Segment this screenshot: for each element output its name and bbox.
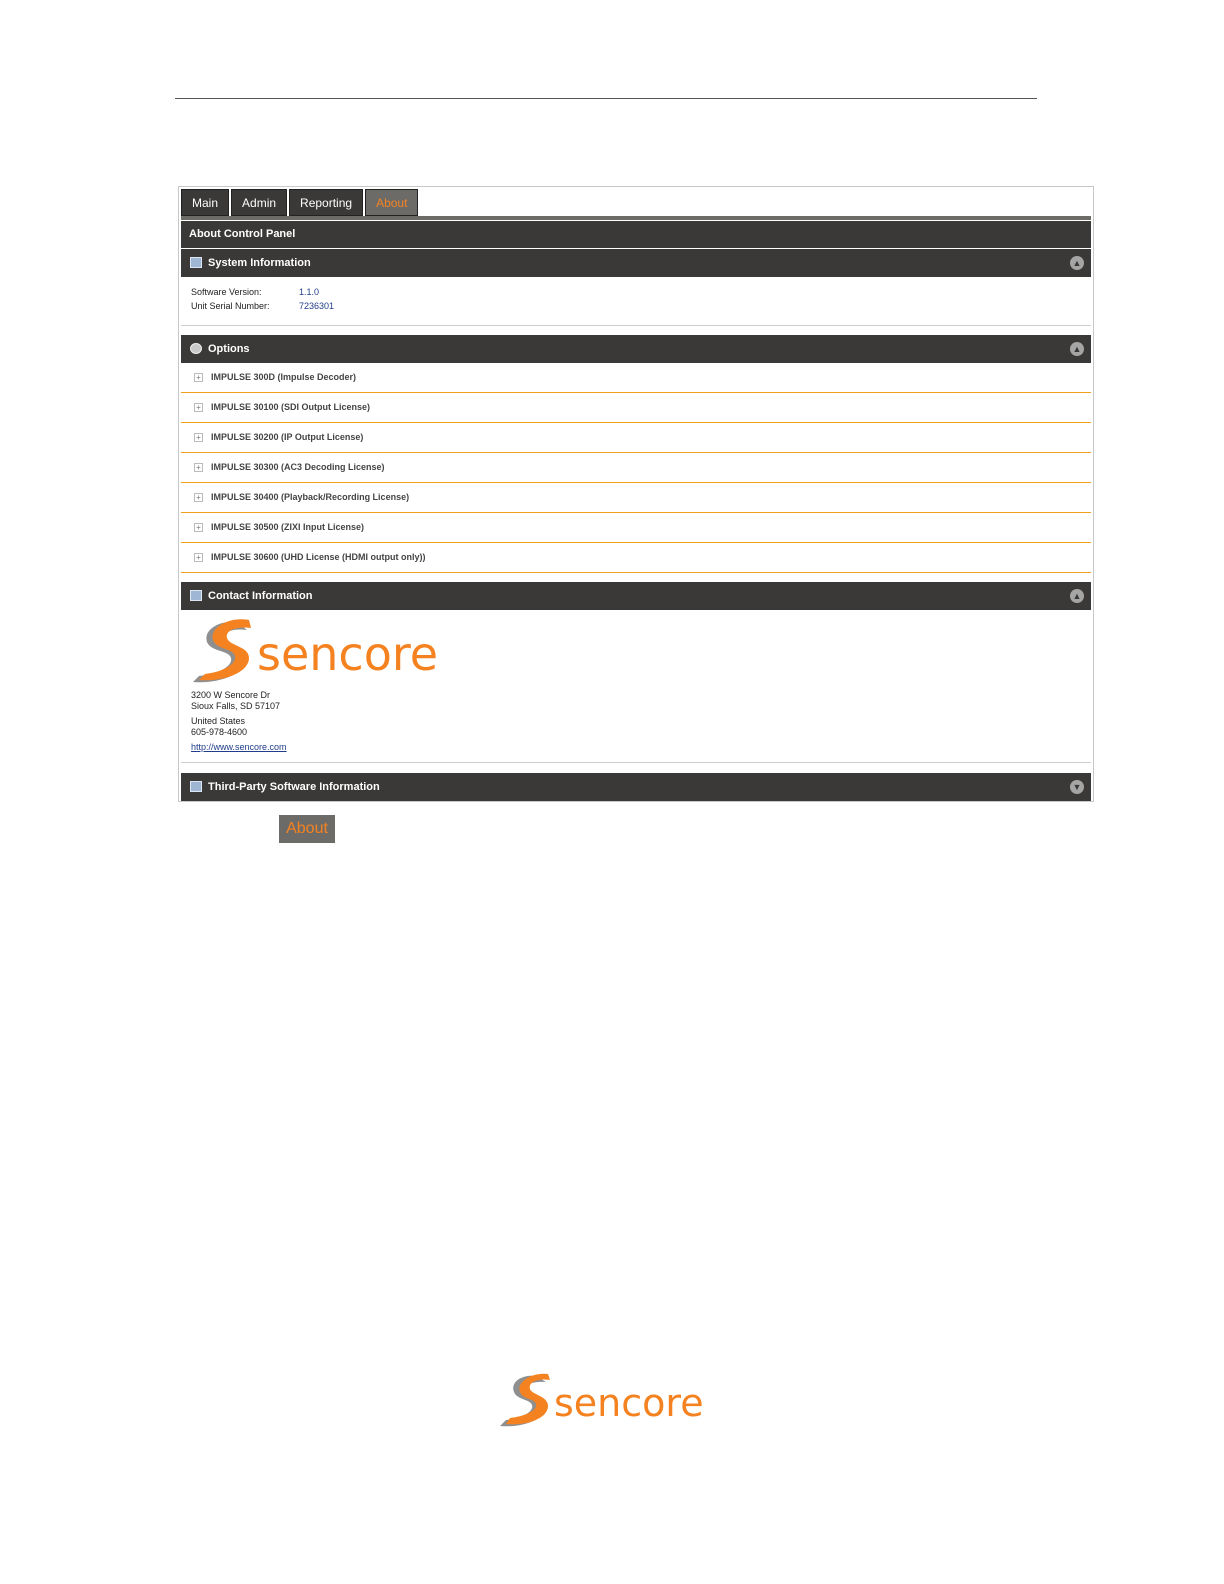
option-label: IMPULSE 30100 (SDI Output License) bbox=[211, 402, 371, 412]
tab-admin[interactable]: Admin bbox=[231, 189, 287, 216]
option-item[interactable] bbox=[181, 423, 1091, 453]
website-link[interactable]: http://www.sencore.com bbox=[191, 742, 287, 752]
expand-icon[interactable]: + bbox=[194, 553, 203, 562]
option-item[interactable] bbox=[181, 513, 1091, 543]
about-tab-button-image: About bbox=[279, 815, 335, 843]
address-country: United States bbox=[191, 716, 246, 726]
option-label: IMPULSE 30300 (AC3 Decoding License) bbox=[211, 462, 385, 472]
option-label: IMPULSE 30200 (IP Output License) bbox=[211, 432, 364, 442]
contact-address bbox=[191, 690, 287, 753]
tab-reporting[interactable]: Reporting bbox=[289, 189, 363, 216]
chevron-up-icon[interactable]: ▲ bbox=[1070, 256, 1084, 270]
option-label: IMPULSE 300D (Impulse Decoder) bbox=[211, 372, 357, 382]
system-information-header[interactable] bbox=[181, 249, 1091, 277]
contact-information-header[interactable] bbox=[181, 582, 1091, 610]
logo-wordmark: sencore bbox=[257, 627, 439, 681]
option-label: IMPULSE 30500 (ZIXI Input License) bbox=[211, 522, 365, 532]
footer-sencore-logo bbox=[498, 1372, 714, 1430]
package-icon bbox=[190, 343, 202, 354]
address-line-1: 3200 W Sencore Dr bbox=[191, 690, 271, 700]
option-item[interactable] bbox=[181, 363, 1091, 393]
expand-icon[interactable]: + bbox=[194, 493, 203, 502]
tab-underline bbox=[181, 216, 1091, 220]
contact-phone: 605-978-4600 bbox=[191, 727, 248, 737]
section-title: System Information bbox=[208, 257, 311, 269]
section-title: Options bbox=[208, 343, 250, 355]
panel-title: About Control Panel bbox=[181, 221, 1091, 248]
contact-information-body bbox=[181, 610, 1091, 763]
tab-about[interactable]: About bbox=[365, 189, 418, 216]
footer-logo-wordmark: sencore bbox=[554, 1381, 704, 1425]
chevron-down-icon[interactable]: ▼ bbox=[1070, 780, 1084, 794]
software-version-value: 1.1.0 bbox=[299, 287, 320, 297]
address-line-2: Sioux Falls, SD 57107 bbox=[191, 701, 281, 711]
chevron-up-icon[interactable]: ▲ bbox=[1070, 342, 1084, 356]
expand-icon[interactable]: + bbox=[194, 373, 203, 382]
software-version-label: Software Version: bbox=[191, 287, 262, 297]
system-information-body bbox=[181, 277, 1091, 326]
third-party-software-header[interactable] bbox=[181, 773, 1091, 801]
tab-bar bbox=[181, 189, 420, 216]
expand-icon[interactable]: + bbox=[194, 523, 203, 532]
about-control-panel-screenshot bbox=[178, 186, 1094, 802]
monitor-icon bbox=[190, 257, 202, 268]
option-item[interactable] bbox=[181, 543, 1091, 573]
expand-icon[interactable]: + bbox=[194, 463, 203, 472]
section-title: Contact Information bbox=[208, 590, 313, 602]
sencore-logo bbox=[189, 618, 449, 684]
software-version-row bbox=[191, 287, 320, 297]
option-item[interactable] bbox=[181, 393, 1091, 423]
document-icon bbox=[190, 781, 202, 792]
section-title: Third-Party Software Information bbox=[208, 781, 380, 793]
option-label: IMPULSE 30400 (Playback/Recording License) bbox=[211, 492, 410, 502]
header-rule bbox=[175, 98, 1037, 99]
options-header[interactable] bbox=[181, 335, 1091, 363]
serial-number-value: 7236301 bbox=[299, 301, 335, 311]
expand-icon[interactable]: + bbox=[194, 433, 203, 442]
contact-card-icon bbox=[190, 590, 202, 601]
tab-main[interactable]: Main bbox=[181, 189, 229, 216]
option-item[interactable] bbox=[181, 483, 1091, 513]
option-label: IMPULSE 30600 (UHD License (HDMI output only)) bbox=[211, 552, 426, 562]
expand-icon[interactable]: + bbox=[194, 403, 203, 412]
chevron-up-icon[interactable]: ▲ bbox=[1070, 589, 1084, 603]
serial-number-label: Unit Serial Number: bbox=[191, 301, 270, 311]
serial-number-row bbox=[191, 301, 335, 311]
option-item[interactable] bbox=[181, 453, 1091, 483]
